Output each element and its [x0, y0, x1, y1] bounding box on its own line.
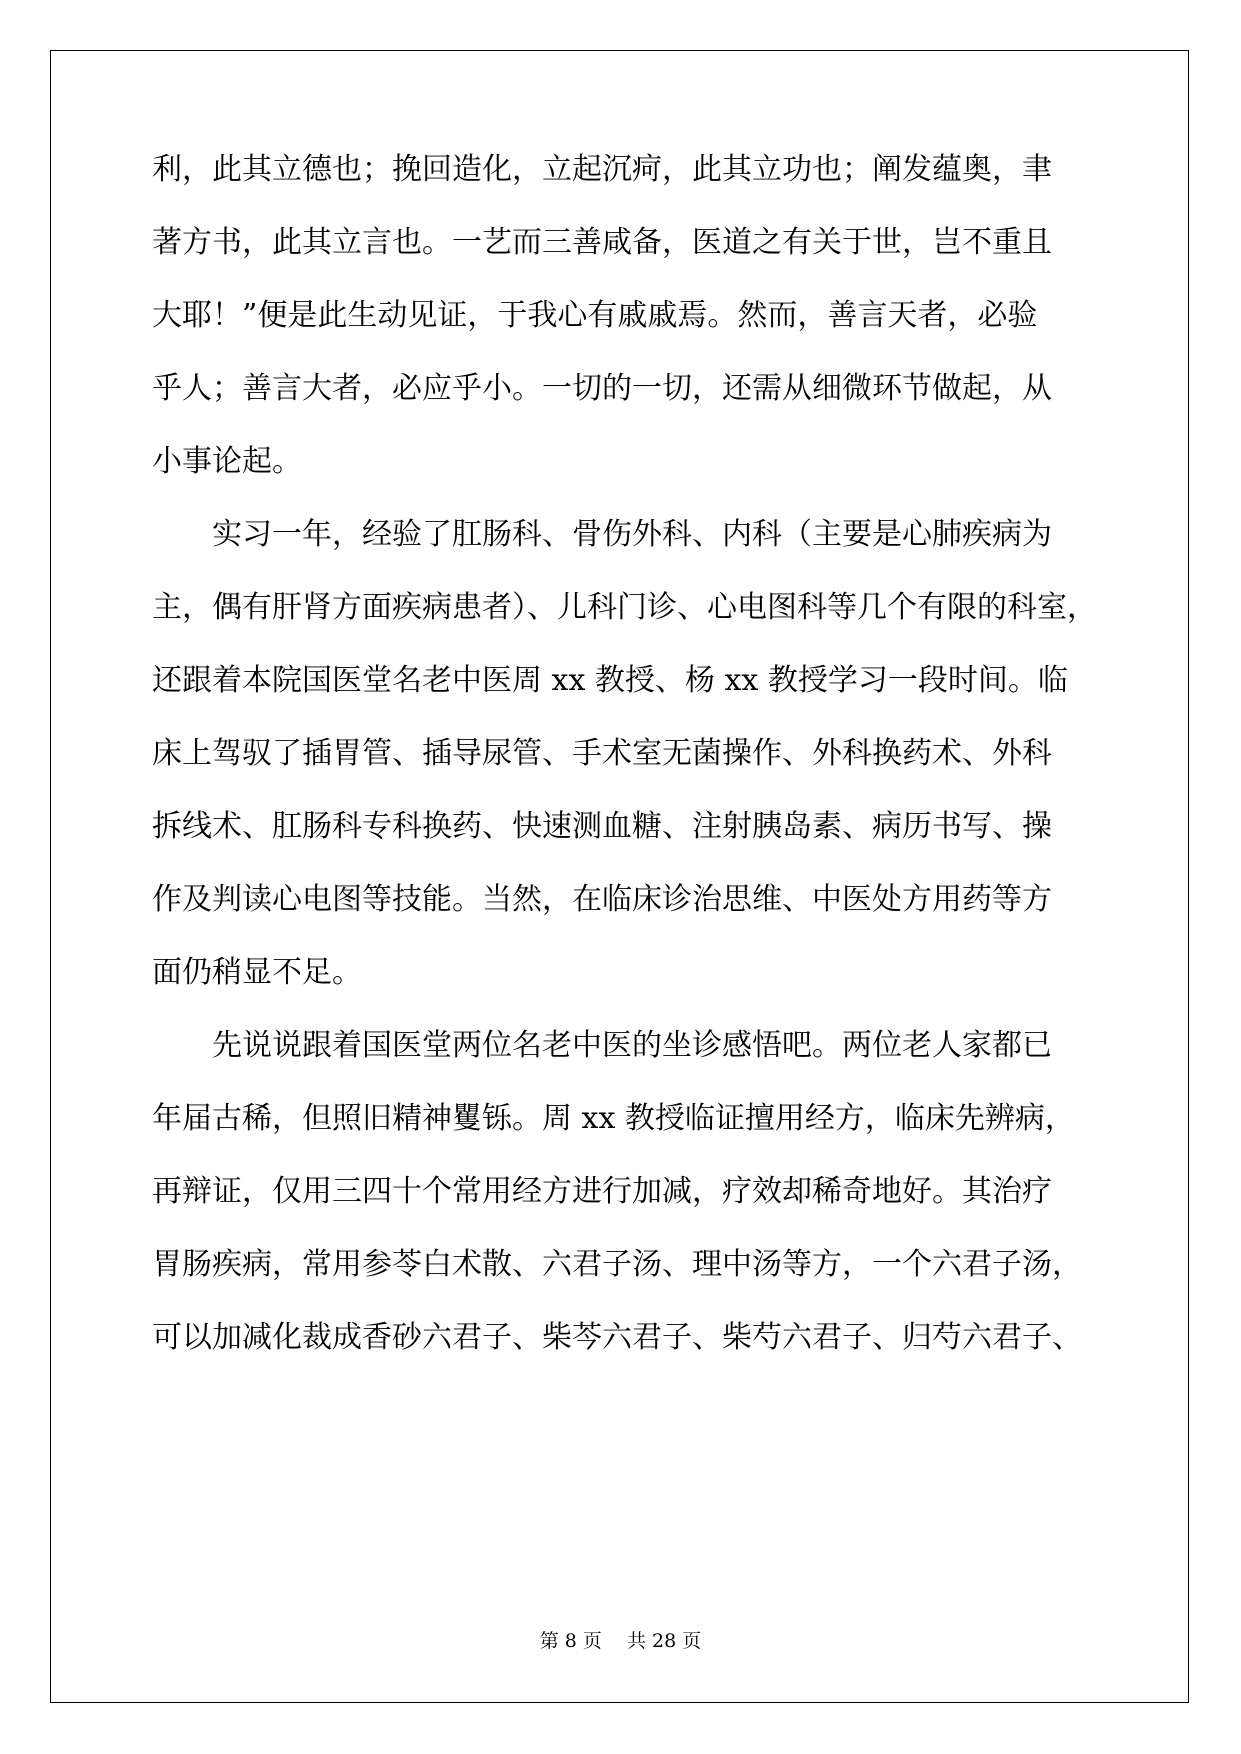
text-line: 胃肠疾病，常用参苓白术散、六君子汤、理中汤等方，一个六君子汤， — [152, 1247, 1082, 1282]
text-line: 主，偶有肝肾方面疾病患者）、儿科门诊、心电图科等几个有限的科室， — [152, 590, 1097, 625]
text-line: 利，此其立德也；挽回造化，立起沉疴，此其立功也；阐发蕴奥，聿 — [152, 152, 1052, 187]
text-line: 先说说跟着国医堂两位名老中医的坐诊感悟吧。两位老人家都已 — [152, 1028, 1052, 1063]
text-line: 年届古稀，但照旧精神矍铄。周 xx 教授临证擅用经方，临床先辨病， — [152, 1101, 1075, 1136]
text-line: 面仍稍显不足。 — [152, 955, 362, 990]
text-line: 著方书，此其立言也。一艺而三善咸备，医道之有关于世，岂不重且 — [152, 225, 1052, 260]
text-line: 再辩证，仅用三四十个常用经方进行加减，疗效却稀奇地好。其治疗 — [152, 1174, 1052, 1209]
text-line: 可以加减化裁成香砂六君子、柴芩六君子、柴芍六君子、归芍六君子、 — [152, 1320, 1082, 1355]
text-line: 拆线术、肛肠科专科换药、快速测血糖、注射胰岛素、病历书写、操 — [152, 809, 1052, 844]
text-line: 床上驾驭了插胃管、插导尿管、手术室无菌操作、外科换药术、外科 — [152, 736, 1052, 771]
page-number: 第 8 页 共 28 页 — [539, 1630, 702, 1652]
text-line: 小事论起。 — [152, 444, 302, 479]
text-line: 作及判读心电图等技能。当然，在临床诊治思维、中医处方用药等方 — [152, 882, 1052, 917]
text-line: 还跟着本院国医堂名老中医周 xx 教授、杨 xx 教授学习一段时间。临 — [152, 663, 1068, 698]
text-line: 实习一年，经验了肛肠科、骨伤外科、内科（主要是心肺疾病为 — [152, 517, 1052, 552]
text-line: 乎人；善言大者，必应乎小。一切的一切，还需从细微环节做起，从 — [152, 371, 1052, 406]
text-line: 大耶！”便是此生动见证，于我心有戚戚焉。然而，善言天者，必验 — [152, 298, 1038, 333]
